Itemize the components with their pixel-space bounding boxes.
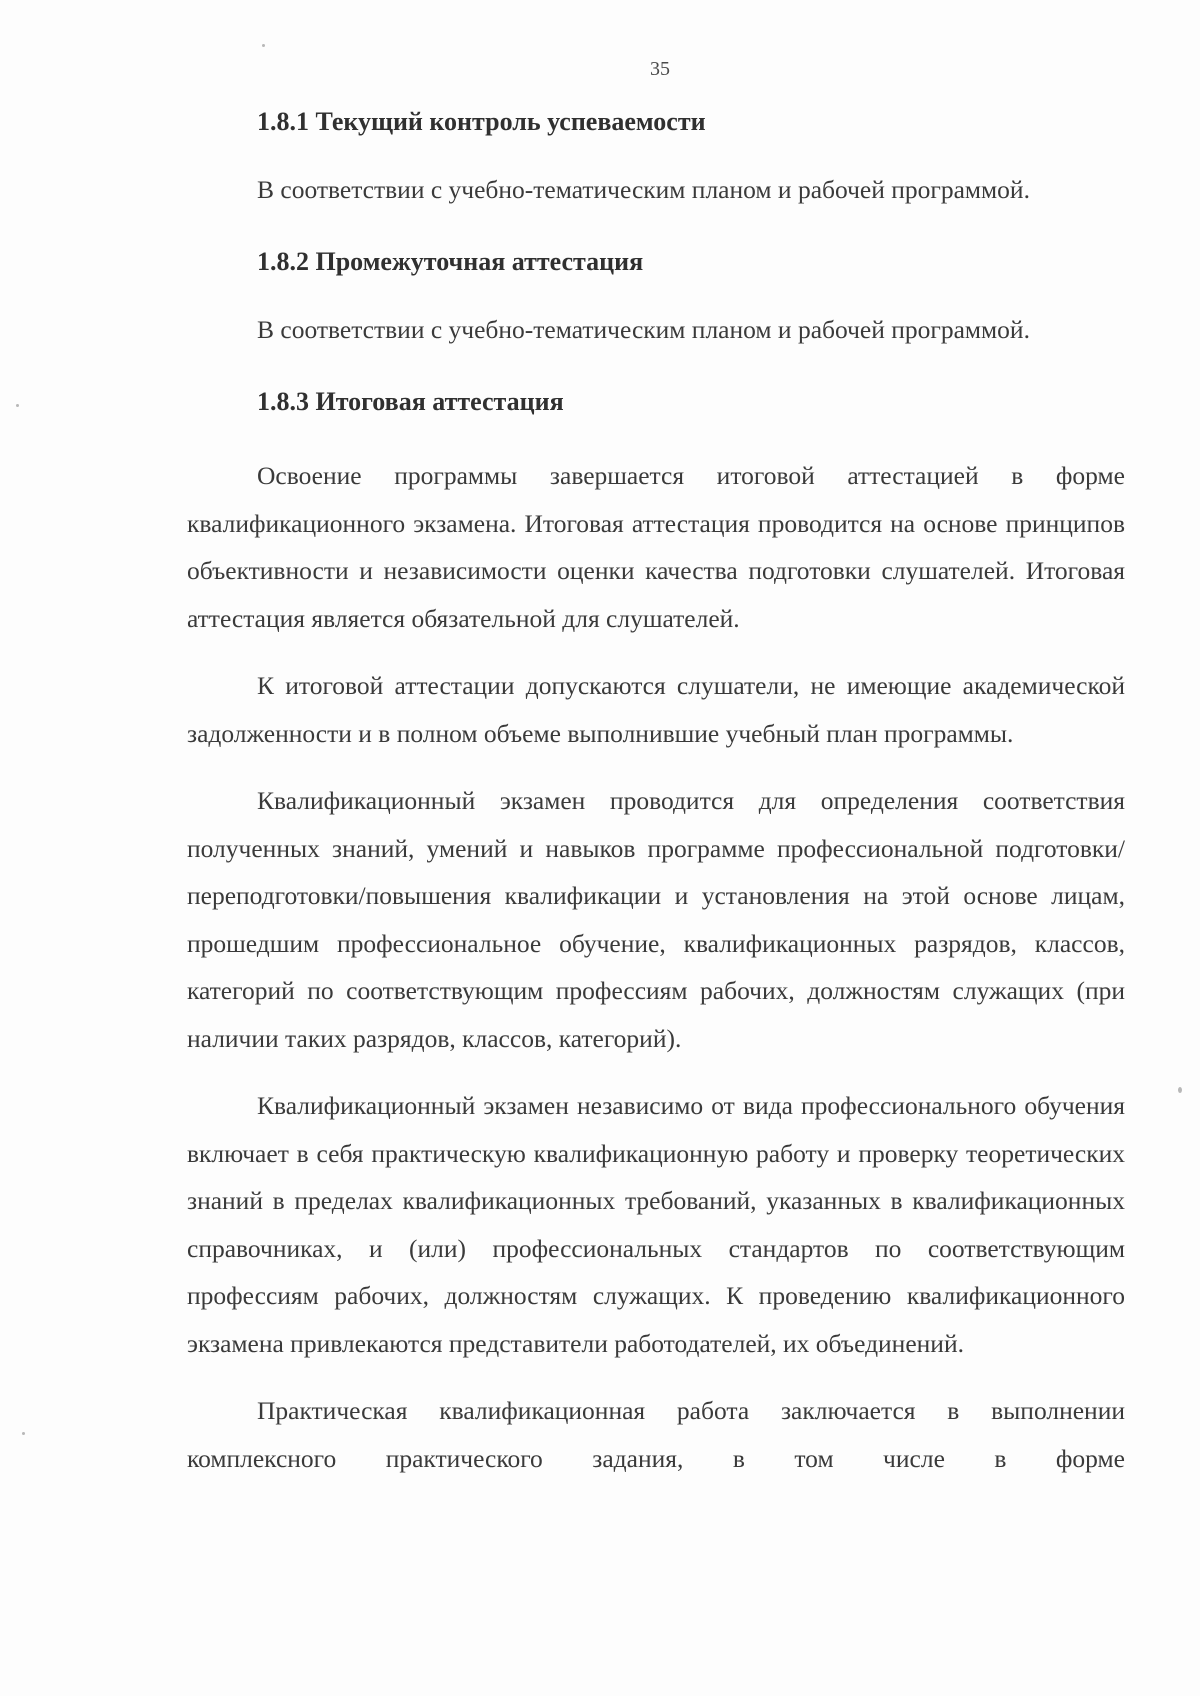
page-content (187, 100, 1125, 1482)
heading-current-control: 1.8.1 Текущий контроль успеваемости (257, 107, 706, 136)
paragraph-exam-content: Квалификационный экзамен независимо от вида профессионального обучения включает в себя практическую квалификационную работу и проверку теоретических знаний в пределах квалификационных требований, указанных в квалификационных справочниках, и (или) профессиональных стандартов по соответствующим профессиям рабочих, должностям служащих. К проведению квалификационного экзамена привлекаются представители работодателей, их объединений. (187, 1091, 1125, 1358)
paragraph-exam-purpose: Квалификационный экзамен проводится для определения соответствия полученных знаний, умений и навыков программе профессиональной подготовки/переподготовки/повышения квалификации и установления на этой основе лицам, прошедшим профессиональное обучение, квалификационных разрядов, классов, категорий по соответствующим профессиям рабочих, должностям служащих (при наличии таких разрядов, классов, категорий). (187, 786, 1125, 1053)
scan-speck (16, 404, 19, 407)
heading-intermediate-attestation: 1.8.2 Промежуточная аттестация (257, 247, 644, 276)
current-control-text: В соответствии с учебно-тематическим планом и рабочей программой. (257, 175, 1030, 204)
paragraph-practical-work: Практическая квалификационная работа заключается в выполнении комплексного практического задания, в том числе в форме (187, 1396, 1125, 1473)
intermediate-attestation-text: В соответствии с учебно-тематическим планом и рабочей программой. (257, 315, 1030, 344)
paragraph-final-attestation-form: Освоение программы завершается итоговой аттестацией в форме квалификационного экзамена. Итоговая аттестация проводится на основе принципов объективности и независимости оценки качества подготовки слушателей. Итоговая аттестация является обязательной для слушателей. (187, 461, 1125, 633)
scan-speck (262, 44, 265, 47)
scan-speck (22, 1432, 25, 1435)
scan-speck (1178, 1087, 1182, 1093)
heading-final-attestation: 1.8.3 Итоговая аттестация (257, 387, 564, 416)
page-number: 35 (650, 58, 670, 80)
paragraph-admission: К итоговой аттестации допускаются слушатели, не имеющие академической задолженности и в полном объеме выполнившие учебный план программы. (187, 671, 1125, 748)
